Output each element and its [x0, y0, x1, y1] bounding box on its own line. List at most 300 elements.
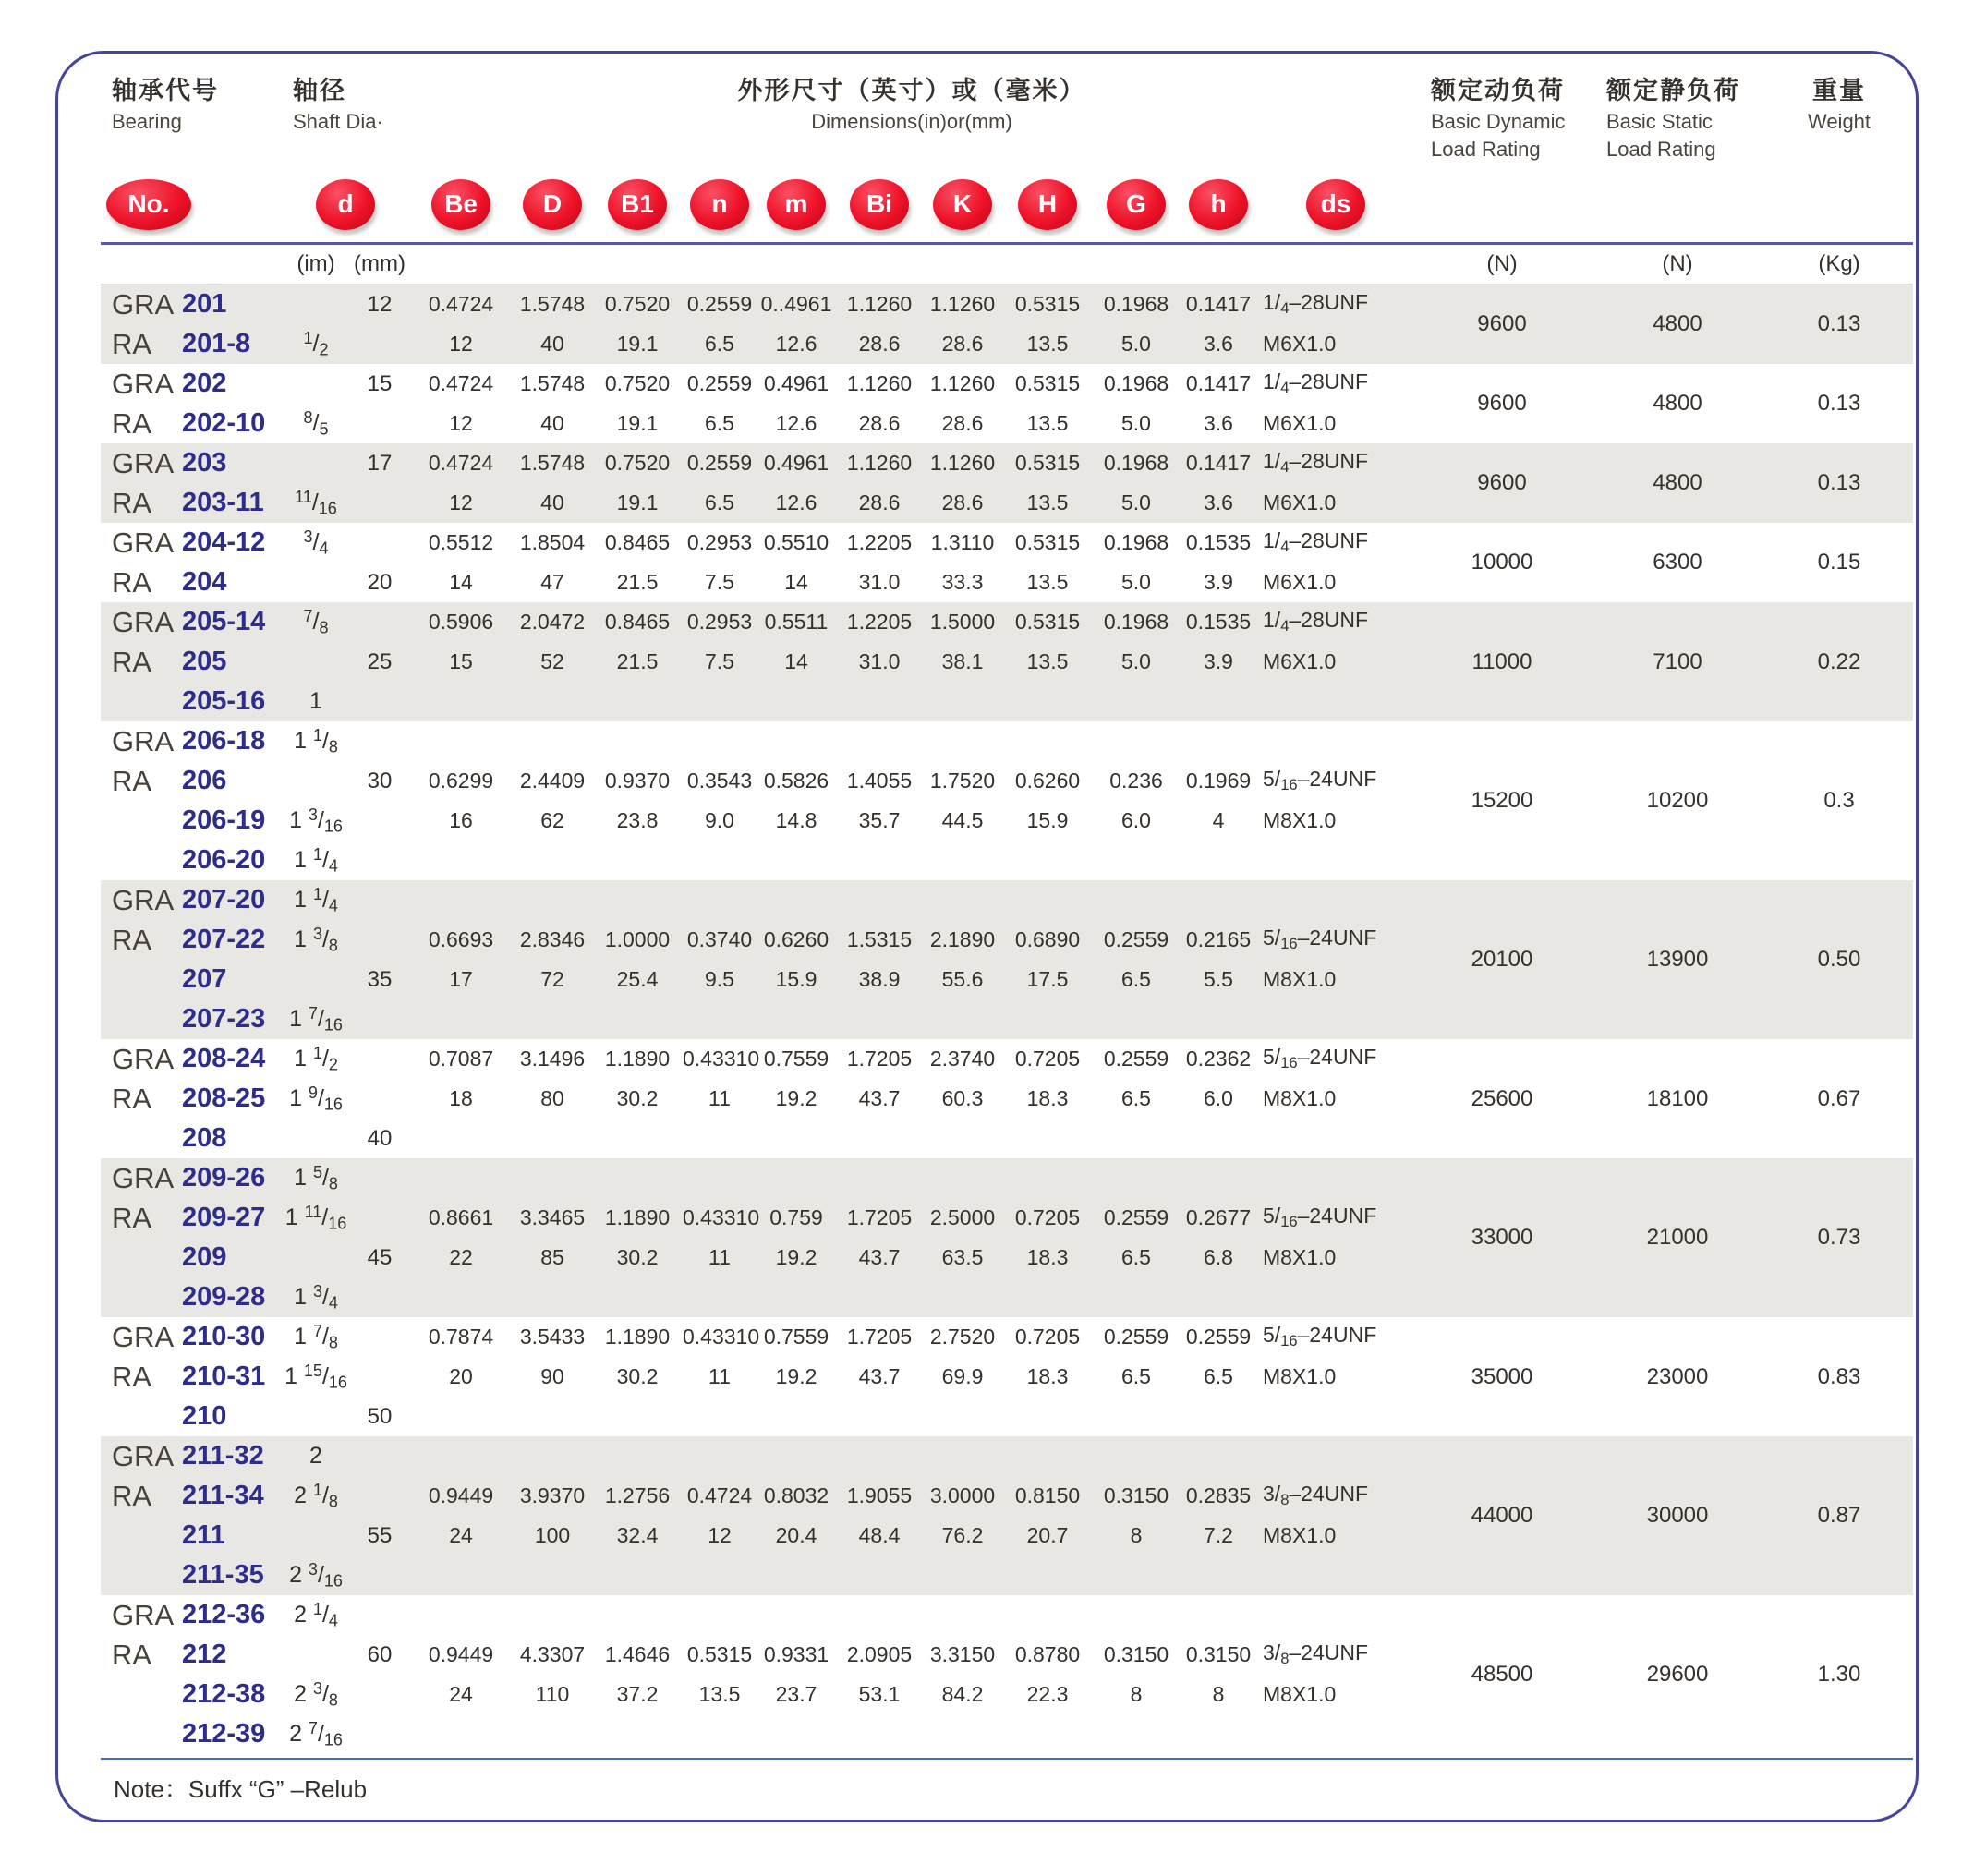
bearing-number: 206	[182, 766, 227, 795]
dim-b1: 1.0000	[604, 927, 671, 951]
dim-m: 0.5826	[763, 769, 830, 793]
dim-h-upper: 0.7205	[1014, 1205, 1081, 1229]
dim-b1: 30.2	[616, 1364, 659, 1388]
dim-n: 0.4724	[686, 1483, 753, 1507]
shaft-dia-in: $^3$/4	[303, 526, 329, 558]
bearing-number: 211-35	[182, 1560, 264, 1590]
dim-b1: 19.1	[616, 411, 659, 435]
dim-h-lower: 0.2835	[1185, 1483, 1252, 1507]
bearing-number: 203-11	[182, 488, 264, 517]
bearing-row-208	[101, 1039, 1913, 1158]
dim-m: 0.5511	[764, 610, 829, 634]
dim-g: 0.3150	[1103, 1642, 1169, 1666]
dim-h-lower: 7.2	[1204, 1523, 1233, 1547]
dim-b1: 23.8	[616, 808, 659, 832]
dim-h-upper: 13.5	[1026, 411, 1069, 435]
dim-g: 0.2559	[1103, 927, 1169, 951]
shaft-dia-in: $^7$/8	[303, 606, 329, 637]
dim-k: 38.1	[941, 649, 984, 673]
dim-d-outer: 90	[540, 1364, 564, 1388]
dim-bi: 53.1	[858, 1682, 901, 1706]
dim-n: 0.2559	[686, 292, 753, 316]
header-weight	[1765, 70, 1913, 134]
header-shaft-cn: 轴径	[293, 77, 346, 104]
dim-bi: 38.9	[858, 967, 901, 991]
dim-be: 15	[449, 649, 473, 673]
dim-bi: 1.1260	[846, 292, 913, 316]
header-stat-en1: Basic Static	[1606, 110, 1713, 133]
static-load: 4800	[1653, 311, 1702, 336]
shaft-dia-in: $^8$/5	[303, 407, 329, 439]
bearing-prefix: RA	[112, 1479, 152, 1512]
row-line	[101, 761, 1414, 801]
row-line	[101, 1675, 1414, 1714]
bearing-row-209	[101, 1158, 1913, 1317]
dim-bi: 43.7	[858, 1245, 901, 1269]
shaft-dia-in: 2 $^1$/4	[294, 1599, 338, 1630]
dim-k: 2.7520	[929, 1325, 996, 1349]
bearing-row-204	[101, 523, 1913, 602]
dim-g: 0.2559	[1103, 1047, 1169, 1071]
shaft-dia-in: 2 $^3$/8	[294, 1678, 338, 1710]
dim-m: 19.2	[775, 1364, 817, 1388]
dim-be: 0.9449	[428, 1483, 494, 1507]
dim-m: 0.7559	[763, 1325, 830, 1349]
static-load: 21000	[1646, 1225, 1709, 1250]
dim-bi: 28.6	[858, 490, 901, 514]
dim-m: 0.6260	[763, 927, 830, 951]
dim-h-upper: 15.9	[1026, 808, 1069, 832]
dim-d-outer: 40	[540, 490, 564, 514]
dim-bi: 1.2205	[846, 530, 913, 554]
dim-d-outer: 72	[540, 967, 564, 991]
dim-h-lower: 0.3150	[1185, 1642, 1252, 1666]
shaft-dia-mm: 12	[367, 291, 393, 317]
dim-b1: 0.9370	[604, 769, 671, 793]
dim-be: 0.5512	[428, 530, 494, 554]
row-line	[101, 841, 1414, 880]
dim-be: 12	[449, 332, 473, 356]
header-bearing-cn: 轴承代号	[112, 77, 219, 104]
dim-h-lower: 0.2362	[1185, 1047, 1252, 1071]
dim-g: 8	[1130, 1523, 1143, 1547]
weight: 0.22	[1817, 648, 1861, 674]
dim-d-outer: 62	[540, 808, 564, 832]
dim-h-upper: 18.3	[1026, 1364, 1069, 1388]
dim-be: 12	[449, 411, 473, 435]
shaft-dia-in: 1 $^1$/8	[294, 725, 338, 756]
bearing-prefix: RA	[112, 1201, 152, 1234]
col-badge-h: H	[1018, 179, 1077, 230]
row-line	[101, 483, 1414, 523]
bearing-prefix: GRA	[112, 1042, 175, 1075]
dim-h-upper: 13.5	[1026, 332, 1069, 356]
dim-n: 7.5	[705, 570, 734, 594]
shaft-dia-mm: 35	[367, 966, 393, 992]
bearing-row-202	[101, 364, 1913, 443]
dim-d-outer: 2.0472	[519, 610, 586, 634]
row-lines	[101, 284, 1414, 364]
thread-spec: 5/16–24UNF	[1263, 926, 1377, 953]
dynamic-load: 9600	[1477, 311, 1527, 336]
row-line	[101, 1317, 1414, 1357]
shaft-dia-in: 2 $^7$/16	[289, 1718, 343, 1749]
bearing-prefix: GRA	[112, 1598, 175, 1631]
bearing-number: 206-18	[182, 726, 266, 756]
dim-g: 6.5	[1121, 967, 1151, 991]
dim-b1: 0.7520	[604, 371, 671, 395]
bearing-number: 207	[182, 964, 227, 994]
bearing-number: 205	[182, 647, 227, 676]
row-line	[101, 880, 1414, 920]
units-row	[101, 245, 1913, 284]
col-badge-g: G	[1107, 179, 1166, 230]
dim-m: 0.759	[769, 1205, 823, 1229]
dim-h-lower: 6.5	[1204, 1364, 1233, 1388]
header-dims-en: Dimensions(in)or(mm)	[811, 110, 1012, 133]
row-line	[101, 1714, 1414, 1754]
shaft-dia-in: 1 $^1$/4	[294, 884, 338, 915]
dynamic-load: 44000	[1471, 1503, 1533, 1528]
dim-m: 20.4	[775, 1523, 817, 1547]
dim-b1: 1.1890	[604, 1047, 671, 1071]
bearing-number: 211	[182, 1520, 225, 1550]
dim-be: 0.7874	[428, 1325, 494, 1349]
dynamic-load: 15200	[1471, 788, 1533, 813]
dim-n: 0.43310	[683, 1047, 760, 1071]
bearing-number: 212-38	[182, 1679, 266, 1709]
bearing-prefix: RA	[112, 923, 152, 956]
dim-g: 6.5	[1121, 1086, 1151, 1110]
dim-h-upper: 0.5315	[1014, 610, 1081, 634]
row-lines	[101, 880, 1414, 1039]
row-line	[101, 1555, 1414, 1595]
bearing-number: 210-30	[182, 1322, 266, 1351]
dim-n: 11	[708, 1364, 731, 1388]
thread-spec: 1/4–28UNF	[1263, 528, 1369, 556]
bearing-number: 209-26	[182, 1163, 266, 1192]
bearing-prefix: GRA	[112, 724, 175, 757]
dim-b1: 30.2	[616, 1086, 659, 1110]
shaft-dia-in: 2 $^3$/16	[289, 1559, 343, 1591]
weight: 0.3	[1823, 788, 1855, 813]
dim-g: 0.2559	[1103, 1205, 1169, 1229]
bearing-number: 201	[182, 289, 227, 319]
dynamic-load: 20100	[1471, 947, 1533, 972]
dim-h-upper: 0.8150	[1014, 1483, 1081, 1507]
dim-h-lower: 0.1417	[1185, 292, 1252, 316]
shaft-dia-in: 1	[309, 688, 322, 714]
row-lines	[101, 523, 1414, 602]
dim-h-upper: 0.5315	[1014, 451, 1081, 475]
row-line	[101, 920, 1414, 960]
dim-k: 33.3	[941, 570, 984, 594]
dim-m: 19.2	[775, 1245, 817, 1269]
row-line	[101, 284, 1414, 324]
dim-be: 20	[449, 1364, 473, 1388]
dim-m: 0.8032	[763, 1483, 830, 1507]
dim-k: 28.6	[941, 490, 984, 514]
row-line	[101, 801, 1414, 841]
shaft-dia-in: 1 $^1$/4	[294, 844, 338, 876]
weight: 0.15	[1817, 550, 1861, 575]
bearing-number: 204	[182, 567, 227, 597]
shaft-dia-in: 1 $^3$/4	[294, 1281, 338, 1313]
dim-bi: 1.5315	[846, 927, 913, 951]
dim-h-lower: 3.9	[1204, 649, 1233, 673]
thread-spec: M6X1.0	[1263, 411, 1337, 435]
dim-be: 24	[449, 1523, 473, 1547]
dim-k: 2.1890	[929, 927, 996, 951]
dim-b1: 37.2	[616, 1682, 659, 1706]
dim-h-lower: 0.1417	[1185, 451, 1252, 475]
thread-spec: M6X1.0	[1263, 332, 1337, 356]
dim-h-lower: 0.2165	[1185, 927, 1252, 951]
dynamic-load: 25600	[1471, 1085, 1533, 1111]
dim-h-upper: 0.5315	[1014, 530, 1081, 554]
dim-d-outer: 40	[540, 411, 564, 435]
weight: 0.13	[1817, 311, 1861, 336]
dim-h-lower: 3.6	[1204, 411, 1233, 435]
dim-be: 0.6299	[428, 769, 494, 793]
dim-d-outer: 3.5433	[519, 1325, 586, 1349]
dim-h-lower: 3.6	[1204, 332, 1233, 356]
dim-d-outer: 3.3465	[519, 1205, 586, 1229]
shaft-dia-mm: 25	[367, 648, 393, 674]
col-badge-d: d	[316, 179, 375, 230]
col-badge-n: n	[690, 179, 749, 230]
row-line	[101, 1198, 1414, 1238]
dim-n: 0.2953	[686, 530, 753, 554]
bearing-prefix: GRA	[112, 1439, 175, 1472]
static-load: 23000	[1646, 1363, 1709, 1389]
header-wt-en: Weight	[1807, 110, 1871, 133]
header-dyn-en2: Load Rating	[1431, 138, 1541, 161]
bearing-number: 211-34	[182, 1481, 264, 1510]
header-stat-cn: 额定静负荷	[1606, 77, 1740, 104]
dim-h-upper: 0.5315	[1014, 371, 1081, 395]
dim-bi: 1.7205	[846, 1047, 913, 1071]
bearing-prefix: GRA	[112, 605, 175, 638]
row-line	[101, 523, 1414, 563]
thread-spec: 3/8–24UNF	[1263, 1640, 1369, 1668]
dynamic-load: 9600	[1477, 470, 1527, 495]
shaft-dia-in: $^{11}$/16	[295, 487, 337, 518]
shaft-dia-in: 1 $^3$/16	[289, 805, 343, 836]
dim-m: 12.6	[775, 411, 817, 435]
bearing-row-205	[101, 602, 1913, 721]
dim-g: 6.5	[1121, 1364, 1151, 1388]
dim-k: 1.1260	[929, 371, 996, 395]
dim-bi: 1.4055	[846, 769, 913, 793]
shaft-dia-in: 2 $^1$/8	[294, 1480, 338, 1511]
dim-g: 0.3150	[1103, 1483, 1169, 1507]
header-dimensions	[409, 70, 1414, 134]
dim-bi: 43.7	[858, 1086, 901, 1110]
bearing-number: 208-24	[182, 1044, 266, 1073]
row-line	[101, 1357, 1414, 1397]
dim-m: 12.6	[775, 490, 817, 514]
dim-be: 24	[449, 1682, 473, 1706]
shaft-dia-in: 1 $^{15}$/16	[285, 1361, 347, 1392]
dim-n: 0.3740	[686, 927, 753, 951]
dim-k: 2.5000	[929, 1205, 996, 1229]
dim-h-upper: 18.3	[1026, 1086, 1069, 1110]
dim-h-lower: 6.8	[1204, 1245, 1233, 1269]
dim-h-upper: 13.5	[1026, 649, 1069, 673]
dim-d-outer: 3.9370	[519, 1483, 586, 1507]
bearing-prefix: GRA	[112, 1320, 175, 1353]
dim-h-lower: 5.5	[1204, 967, 1233, 991]
dim-g: 0.1968	[1103, 530, 1169, 554]
table-header	[101, 70, 1913, 163]
dim-bi: 1.9055	[846, 1483, 913, 1507]
dim-be: 22	[449, 1245, 473, 1269]
thread-spec: M6X1.0	[1263, 649, 1337, 673]
bearing-number: 206-19	[182, 805, 266, 835]
thread-spec: 3/8–24UNF	[1263, 1482, 1369, 1509]
header-dyn-cn: 额定动负荷	[1431, 77, 1565, 104]
dim-b1: 0.7520	[604, 292, 671, 316]
weight: 0.87	[1817, 1503, 1861, 1528]
dim-n: 9.5	[705, 967, 734, 991]
dim-h-lower: 6.0	[1204, 1086, 1233, 1110]
dim-g: 5.0	[1121, 649, 1151, 673]
static-load: 4800	[1653, 391, 1702, 416]
row-lines	[101, 1595, 1414, 1754]
row-line	[101, 1397, 1414, 1436]
thread-spec: 1/4–28UNF	[1263, 369, 1369, 397]
dim-k: 3.3150	[929, 1642, 996, 1666]
dim-bi: 1.1260	[846, 451, 913, 475]
dim-h-lower: 0.1535	[1185, 530, 1252, 554]
dim-h-upper: 0.5315	[1014, 292, 1081, 316]
dim-h-upper: 18.3	[1026, 1245, 1069, 1269]
dim-d-outer: 80	[540, 1086, 564, 1110]
weight: 0.67	[1817, 1085, 1861, 1111]
bearing-number: 208	[182, 1123, 227, 1153]
row-lines	[101, 721, 1414, 880]
dim-bi: 1.7205	[846, 1205, 913, 1229]
dim-d-outer: 2.4409	[519, 769, 586, 793]
dim-h-upper: 0.6260	[1014, 769, 1081, 793]
row-lines	[101, 1436, 1414, 1595]
header-dyn-en1: Basic Dynamic	[1431, 110, 1566, 133]
dim-k: 60.3	[941, 1086, 984, 1110]
dim-h-lower: 3.9	[1204, 570, 1233, 594]
bearing-row-211	[101, 1436, 1913, 1595]
dim-n: 6.5	[705, 490, 734, 514]
thread-spec: 1/4–28UNF	[1263, 449, 1369, 477]
dynamic-load: 11000	[1471, 648, 1532, 674]
bearing-number: 205-16	[182, 686, 266, 716]
dim-d-outer: 100	[534, 1523, 571, 1547]
dim-be: 0.4724	[428, 371, 494, 395]
thread-spec: 5/16–24UNF	[1263, 1323, 1377, 1350]
bearing-number: 202-10	[182, 408, 266, 438]
dim-n: 6.5	[705, 332, 734, 356]
dim-d-outer: 4.3307	[519, 1642, 586, 1666]
dim-d-outer: 1.5748	[519, 292, 586, 316]
row-line	[101, 642, 1414, 682]
dim-b1: 1.1890	[604, 1205, 671, 1229]
dim-k: 1.1260	[929, 292, 996, 316]
static-load: 10200	[1646, 788, 1709, 813]
dim-k: 1.3110	[930, 530, 995, 554]
bearing-row-210	[101, 1317, 1913, 1436]
row-lines	[101, 1158, 1414, 1317]
dim-k: 1.1260	[929, 451, 996, 475]
shaft-dia-in: $^1$/2	[303, 328, 329, 359]
table-body	[101, 284, 1913, 1754]
dim-be: 0.5906	[428, 610, 494, 634]
bearing-number: 212-39	[182, 1719, 266, 1749]
thread-spec: 1/4–28UNF	[1263, 290, 1369, 318]
dim-d-outer: 1.5748	[519, 451, 586, 475]
shaft-dia-in: 1 $^{11}$/16	[285, 1202, 347, 1233]
dim-m: 14.8	[775, 808, 817, 832]
bearing-prefix: RA	[112, 645, 152, 678]
dim-h-lower: 0.1969	[1185, 769, 1252, 793]
shaft-dia-mm: 15	[367, 370, 393, 396]
col-badge-h: h	[1189, 179, 1248, 230]
catalog-sheet	[55, 51, 1919, 1822]
bearing-number: 204-12	[182, 527, 266, 557]
thread-spec: M8X1.0	[1263, 967, 1337, 991]
shaft-dia-in: 1 $^7$/8	[294, 1321, 338, 1352]
static-load: 18100	[1646, 1085, 1709, 1111]
dynamic-load: 48500	[1471, 1662, 1533, 1687]
dim-bi: 2.0905	[846, 1642, 913, 1666]
dim-d-outer: 1.8504	[519, 530, 586, 554]
dynamic-load: 33000	[1471, 1225, 1533, 1250]
dim-g: 5.0	[1121, 490, 1151, 514]
dim-g: 5.0	[1121, 570, 1151, 594]
row-line	[101, 1476, 1414, 1516]
dim-h-upper: 0.7205	[1014, 1047, 1081, 1071]
dim-k: 44.5	[941, 808, 984, 832]
dim-n: 0.43310	[683, 1205, 760, 1229]
bearing-prefix: GRA	[112, 1161, 175, 1194]
col-badge-k: K	[933, 179, 992, 230]
dim-m: 23.7	[775, 1682, 817, 1706]
bearing-number: 209-27	[182, 1203, 266, 1232]
bearing-row-201	[101, 284, 1913, 364]
dim-n: 7.5	[705, 649, 734, 673]
header-shaft-dia	[282, 70, 409, 134]
bearing-number: 208-25	[182, 1083, 266, 1113]
dim-be: 14	[449, 570, 473, 594]
col-badge-bi: Bi	[850, 179, 909, 230]
dynamic-load: 9600	[1477, 391, 1527, 416]
static-load: 29600	[1646, 1662, 1709, 1687]
row-lines	[101, 364, 1414, 443]
dim-g: 0.236	[1109, 769, 1163, 793]
dim-bi: 35.7	[858, 808, 901, 832]
dim-d-outer: 1.5748	[519, 371, 586, 395]
dim-h-upper: 0.8780	[1014, 1642, 1081, 1666]
bearing-number: 201-8	[182, 329, 251, 358]
bearing-number: 209-28	[182, 1282, 266, 1312]
dim-n: 0.5315	[686, 1642, 753, 1666]
row-line	[101, 602, 1414, 642]
bearing-prefix: RA	[112, 327, 152, 360]
dim-g: 6.5	[1121, 1245, 1151, 1269]
dim-bi: 1.1260	[846, 371, 913, 395]
header-dims-cn: 外形尺寸（英寸）或（毫米）	[737, 77, 1086, 104]
dim-b1: 21.5	[616, 649, 659, 673]
header-shaft-en: Shaft Dia·	[293, 110, 383, 133]
